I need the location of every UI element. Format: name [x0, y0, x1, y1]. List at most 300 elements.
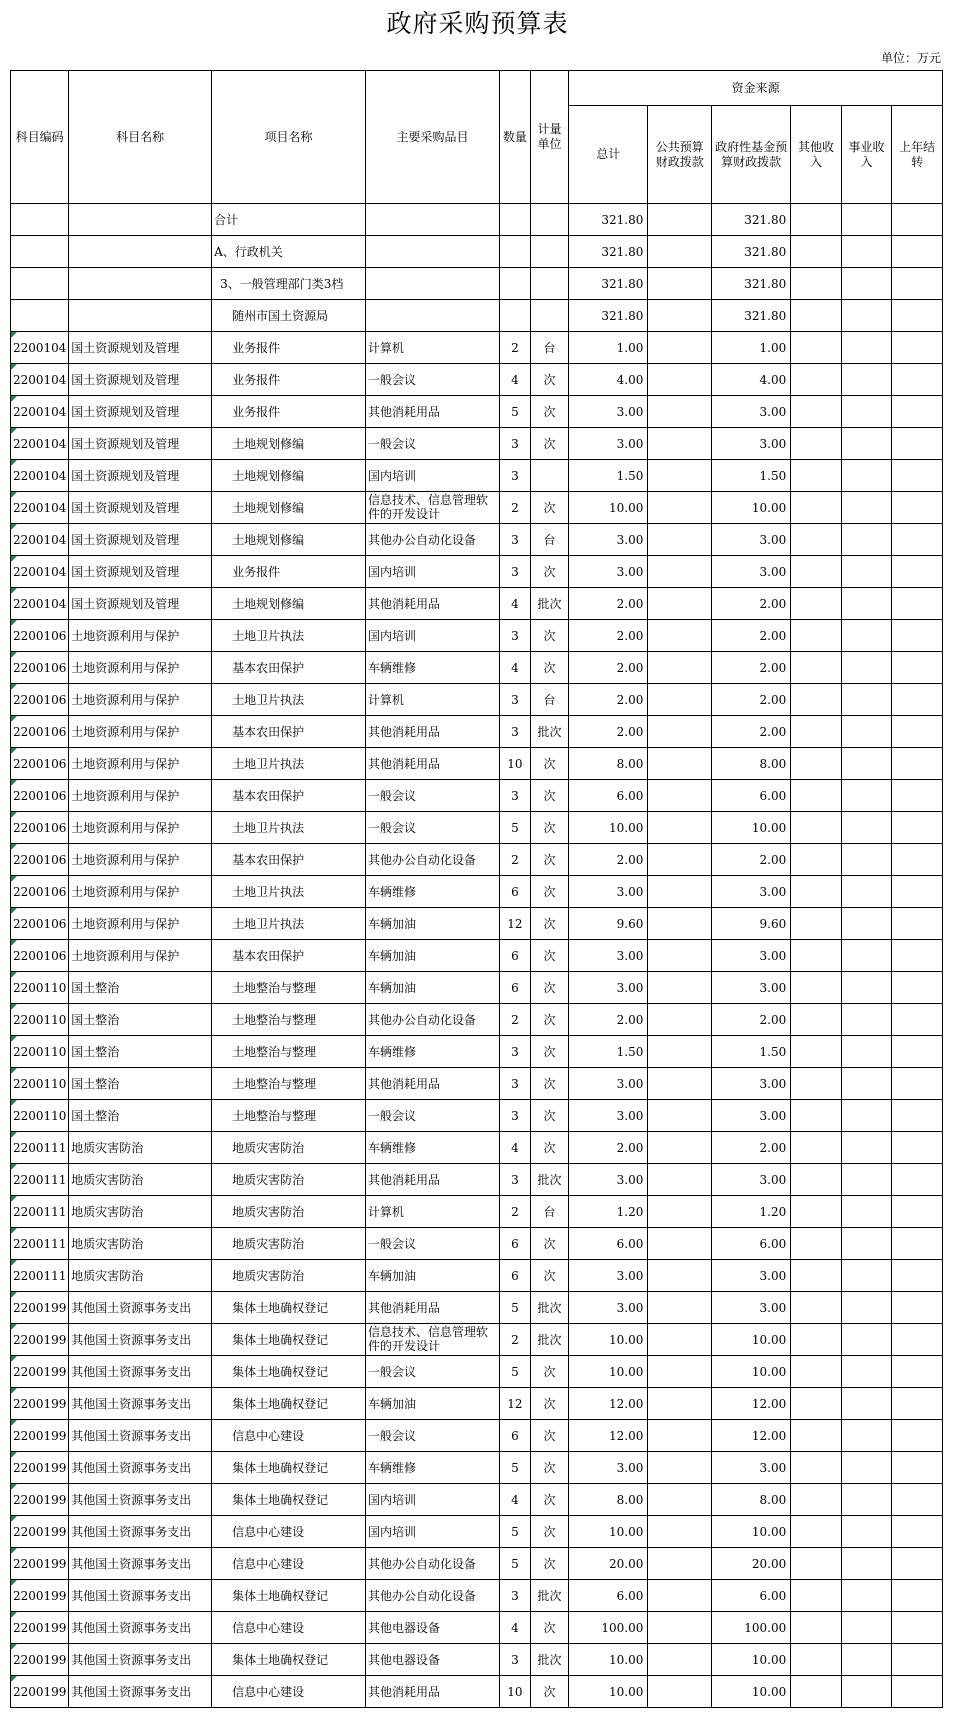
cell-measure [530, 204, 568, 236]
table-row [11, 1036, 943, 1068]
cell-subject: 地质灾害防治 [69, 1132, 212, 1164]
cell-code: 2200199 [11, 1516, 69, 1548]
cell-code: 2200110 [11, 972, 69, 1004]
cell-code: 2200104 [11, 364, 69, 396]
cell-measure: 批次 [530, 1644, 568, 1676]
cell-subject: 国土资源规划及管理 [69, 364, 212, 396]
cell-public [648, 748, 712, 780]
cell-subject: 其他国土资源事务支出 [69, 1420, 212, 1452]
cell-other [791, 1484, 842, 1516]
cell-code: 2200106 [11, 684, 69, 716]
cell-subject: 其他国土资源事务支出 [69, 1388, 212, 1420]
cell-code [11, 300, 69, 332]
cell-measure: 次 [530, 876, 568, 908]
cell-carryover [892, 1228, 943, 1260]
cell-carryover [892, 1548, 943, 1580]
cell-public [648, 1004, 712, 1036]
cell-other [791, 1100, 842, 1132]
cell-item: 计算机 [365, 332, 499, 364]
cell-code: 2200199 [11, 1292, 69, 1324]
cell-item: 其他办公自动化设备 [365, 1004, 499, 1036]
cell-subject: 国土整治 [69, 1100, 212, 1132]
cell-measure: 次 [530, 1100, 568, 1132]
cell-total: 3.00 [569, 1100, 648, 1132]
cell-qty: 6 [500, 940, 531, 972]
summary-row [11, 204, 943, 236]
cell-code: 2200110 [11, 1036, 69, 1068]
cell-qty: 3 [500, 780, 531, 812]
cell-other [791, 844, 842, 876]
cell-gov-fund: 321.80 [712, 268, 791, 300]
cell-item: 其他办公自动化设备 [365, 844, 499, 876]
cell-other [791, 428, 842, 460]
cell-qty: 5 [500, 1548, 531, 1580]
cell-business [841, 812, 892, 844]
cell-other [791, 1196, 842, 1228]
cell-gov-fund: 3.00 [712, 428, 791, 460]
cell-business [841, 908, 892, 940]
cell-total: 8.00 [569, 748, 648, 780]
cell-total: 3.00 [569, 396, 648, 428]
summary-label: 合计 [212, 204, 366, 236]
cell-measure: 次 [530, 1388, 568, 1420]
cell-subject: 国土资源规划及管理 [69, 588, 212, 620]
cell-public [648, 940, 712, 972]
cell-total: 321.80 [569, 300, 648, 332]
cell-project: 地质灾害防治 [212, 1132, 366, 1164]
cell-public [648, 268, 712, 300]
cell-total: 10.00 [569, 1644, 648, 1676]
cell-public [648, 812, 712, 844]
cell-other [791, 1612, 842, 1644]
cell-item: 其他电器设备 [365, 1612, 499, 1644]
cell-public [648, 876, 712, 908]
cell-item: 车辆维修 [365, 1132, 499, 1164]
cell-measure [530, 236, 568, 268]
cell-subject: 土地资源利用与保护 [69, 748, 212, 780]
cell-gov-fund: 8.00 [712, 748, 791, 780]
cell-measure: 台 [530, 332, 568, 364]
cell-item: 国内培训 [365, 1484, 499, 1516]
cell-gov-fund: 1.20 [712, 1196, 791, 1228]
cell-carryover [892, 1356, 943, 1388]
cell-project: 土地整治与整理 [212, 972, 366, 1004]
cell-public [648, 620, 712, 652]
cell-carryover [892, 588, 943, 620]
cell-code: 2200110 [11, 1100, 69, 1132]
cell-measure: 次 [530, 812, 568, 844]
cell-public [648, 364, 712, 396]
cell-qty: 3 [500, 684, 531, 716]
cell-measure: 台 [530, 684, 568, 716]
table-row [11, 428, 943, 460]
cell-subject: 其他国土资源事务支出 [69, 1292, 212, 1324]
cell-project: 信息中心建设 [212, 1548, 366, 1580]
cell-carryover [892, 492, 943, 524]
cell-business [841, 844, 892, 876]
cell-total: 2.00 [569, 716, 648, 748]
summary-label: A、行政机关 [212, 236, 366, 268]
cell-measure: 次 [530, 1548, 568, 1580]
cell-item: 一般会议 [365, 1228, 499, 1260]
cell-code: 2200199 [11, 1452, 69, 1484]
cell-qty: 4 [500, 1484, 531, 1516]
table-row [11, 1420, 943, 1452]
cell-total: 321.80 [569, 236, 648, 268]
cell-business [841, 1228, 892, 1260]
cell-code: 2200110 [11, 1068, 69, 1100]
cell-item [365, 300, 499, 332]
cell-total: 10.00 [569, 1324, 648, 1356]
table-row [11, 556, 943, 588]
cell-measure: 批次 [530, 1292, 568, 1324]
cell-gov-fund: 20.00 [712, 1548, 791, 1580]
cell-item: 一般会议 [365, 812, 499, 844]
table-row [11, 1388, 943, 1420]
cell-gov-fund: 321.80 [712, 204, 791, 236]
cell-measure: 次 [530, 748, 568, 780]
cell-item: 国内培训 [365, 1516, 499, 1548]
cell-business [841, 1676, 892, 1708]
cell-other [791, 556, 842, 588]
cell-carryover [892, 1100, 943, 1132]
cell-qty: 2 [500, 844, 531, 876]
cell-carryover [892, 1580, 943, 1612]
cell-other [791, 1068, 842, 1100]
cell-total: 3.00 [569, 876, 648, 908]
cell-qty: 6 [500, 1420, 531, 1452]
cell-public [648, 1452, 712, 1484]
cell-other [791, 300, 842, 332]
cell-other [791, 780, 842, 812]
cell-project: 土地卫片执法 [212, 908, 366, 940]
cell-other [791, 1548, 842, 1580]
cell-other [791, 812, 842, 844]
cell-other [791, 1452, 842, 1484]
cell-carryover [892, 1676, 943, 1708]
cell-total: 3.00 [569, 428, 648, 460]
cell-other [791, 652, 842, 684]
cell-qty: 2 [500, 1196, 531, 1228]
cell-code: 2200106 [11, 844, 69, 876]
cell-carryover [892, 1388, 943, 1420]
cell-gov-fund: 10.00 [712, 1324, 791, 1356]
cell-gov-fund: 10.00 [712, 1356, 791, 1388]
cell-measure: 次 [530, 1612, 568, 1644]
cell-public [648, 204, 712, 236]
cell-public [648, 1644, 712, 1676]
cell-project: 土地整治与整理 [212, 1036, 366, 1068]
cell-public [648, 1068, 712, 1100]
cell-project: 基本农田保护 [212, 780, 366, 812]
cell-gov-fund: 3.00 [712, 396, 791, 428]
cell-business [841, 1260, 892, 1292]
cell-total: 2.00 [569, 652, 648, 684]
cell-carryover [892, 1164, 943, 1196]
cell-total: 10.00 [569, 1676, 648, 1708]
unit-label: 单位：万元 [880, 51, 941, 65]
cell-measure: 批次 [530, 1580, 568, 1612]
cell-other [791, 716, 842, 748]
cell-qty: 3 [500, 1100, 531, 1132]
cell-carryover [892, 1068, 943, 1100]
cell-gov-fund: 10.00 [712, 1676, 791, 1708]
cell-gov-fund: 3.00 [712, 1164, 791, 1196]
cell-code: 2200199 [11, 1356, 69, 1388]
cell-project: 集体土地确权登记 [212, 1580, 366, 1612]
cell-code: 2200110 [11, 1004, 69, 1036]
cell-public [648, 1260, 712, 1292]
cell-business [841, 588, 892, 620]
table-row [11, 844, 943, 876]
cell-subject: 国土资源规划及管理 [69, 524, 212, 556]
cell-total: 9.60 [569, 908, 648, 940]
header-other: 其他收入 [791, 106, 842, 204]
cell-total: 1.00 [569, 332, 648, 364]
cell-project: 土地规划修编 [212, 588, 366, 620]
cell-business [841, 1356, 892, 1388]
table-row [11, 1100, 943, 1132]
cell-subject: 其他国土资源事务支出 [69, 1356, 212, 1388]
cell-business [841, 236, 892, 268]
cell-project: 信息中心建设 [212, 1612, 366, 1644]
cell-subject: 国土资源规划及管理 [69, 492, 212, 524]
cell-item: 其他电器设备 [365, 1644, 499, 1676]
cell-public [648, 1420, 712, 1452]
cell-other [791, 1260, 842, 1292]
table-row [11, 1068, 943, 1100]
cell-project: 地质灾害防治 [212, 1228, 366, 1260]
cell-gov-fund: 6.00 [712, 1228, 791, 1260]
cell-gov-fund: 2.00 [712, 652, 791, 684]
cell-item: 计算机 [365, 684, 499, 716]
cell-qty [500, 204, 531, 236]
cell-public [648, 844, 712, 876]
header-project: 项目名称 [212, 71, 366, 204]
cell-public [648, 1388, 712, 1420]
cell-other [791, 1164, 842, 1196]
cell-qty: 3 [500, 620, 531, 652]
cell-gov-fund: 1.50 [712, 460, 791, 492]
cell-subject: 国土整治 [69, 1036, 212, 1068]
cell-code [11, 236, 69, 268]
cell-item: 国内培训 [365, 556, 499, 588]
cell-project: 地质灾害防治 [212, 1164, 366, 1196]
cell-measure: 次 [530, 556, 568, 588]
cell-item: 车辆加油 [365, 940, 499, 972]
cell-public [648, 972, 712, 1004]
cell-total: 2.00 [569, 684, 648, 716]
cell-carryover [892, 396, 943, 428]
cell-code: 2200199 [11, 1484, 69, 1516]
cell-subject: 其他国土资源事务支出 [69, 1644, 212, 1676]
cell-carryover [892, 1004, 943, 1036]
cell-public [648, 524, 712, 556]
cell-measure: 台 [530, 524, 568, 556]
table-row [11, 1324, 943, 1356]
cell-item: 信息技术、信息管理软件的开发设计 [365, 492, 499, 524]
cell-public [648, 1612, 712, 1644]
cell-business [841, 684, 892, 716]
cell-project: 信息中心建设 [212, 1676, 366, 1708]
cell-public [648, 1100, 712, 1132]
cell-total: 6.00 [569, 1580, 648, 1612]
cell-carryover [892, 300, 943, 332]
cell-code: 2200104 [11, 396, 69, 428]
cell-code: 2200104 [11, 588, 69, 620]
cell-business [841, 556, 892, 588]
cell-total: 3.00 [569, 556, 648, 588]
table-row [11, 940, 943, 972]
cell-measure: 次 [530, 1516, 568, 1548]
cell-item [365, 268, 499, 300]
cell-total: 1.50 [569, 1036, 648, 1068]
cell-code: 2200111 [11, 1260, 69, 1292]
cell-other [791, 748, 842, 780]
table-row [11, 908, 943, 940]
table-row [11, 364, 943, 396]
cell-gov-fund: 321.80 [712, 236, 791, 268]
cell-subject: 土地资源利用与保护 [69, 716, 212, 748]
cell-carryover [892, 524, 943, 556]
cell-item: 其他消耗用品 [365, 748, 499, 780]
cell-business [841, 1580, 892, 1612]
cell-business [841, 620, 892, 652]
cell-item: 一般会议 [365, 1100, 499, 1132]
cell-code: 2200104 [11, 492, 69, 524]
cell-qty: 2 [500, 1324, 531, 1356]
cell-subject: 土地资源利用与保护 [69, 652, 212, 684]
cell-item: 其他消耗用品 [365, 1068, 499, 1100]
cell-total: 12.00 [569, 1388, 648, 1420]
cell-total: 4.00 [569, 364, 648, 396]
cell-project: 业务报件 [212, 556, 366, 588]
cell-carryover [892, 1484, 943, 1516]
cell-public [648, 1036, 712, 1068]
cell-measure: 次 [530, 492, 568, 524]
cell-public [648, 1164, 712, 1196]
cell-public [648, 300, 712, 332]
cell-subject: 土地资源利用与保护 [69, 780, 212, 812]
cell-project: 土地规划修编 [212, 492, 366, 524]
table-row [11, 652, 943, 684]
cell-business [841, 972, 892, 1004]
cell-business [841, 1644, 892, 1676]
cell-project: 基本农田保护 [212, 652, 366, 684]
cell-measure: 批次 [530, 1164, 568, 1196]
header-total: 总计 [569, 106, 648, 204]
cell-carryover [892, 332, 943, 364]
cell-subject: 其他国土资源事务支出 [69, 1484, 212, 1516]
cell-measure: 次 [530, 1676, 568, 1708]
cell-total: 10.00 [569, 492, 648, 524]
cell-item: 计算机 [365, 1196, 499, 1228]
cell-item: 一般会议 [365, 1420, 499, 1452]
summary-label: 随州市国土资源局 [212, 300, 366, 332]
table-row [11, 748, 943, 780]
cell-item [365, 236, 499, 268]
cell-item: 其他消耗用品 [365, 396, 499, 428]
cell-other [791, 908, 842, 940]
cell-business [841, 396, 892, 428]
cell-item: 其他消耗用品 [365, 1292, 499, 1324]
cell-qty: 4 [500, 1132, 531, 1164]
cell-measure: 次 [530, 364, 568, 396]
cell-carryover [892, 972, 943, 1004]
cell-measure: 次 [530, 1068, 568, 1100]
cell-item: 车辆加油 [365, 908, 499, 940]
cell-business [841, 780, 892, 812]
cell-qty: 2 [500, 332, 531, 364]
cell-other [791, 1004, 842, 1036]
cell-carryover [892, 364, 943, 396]
cell-other [791, 524, 842, 556]
cell-subject: 地质灾害防治 [69, 1164, 212, 1196]
cell-measure: 次 [530, 1228, 568, 1260]
cell-other [791, 396, 842, 428]
cell-measure: 次 [530, 1420, 568, 1452]
cell-carryover [892, 652, 943, 684]
cell-item: 其他办公自动化设备 [365, 1580, 499, 1612]
cell-other [791, 876, 842, 908]
cell-code: 2200106 [11, 716, 69, 748]
cell-qty: 5 [500, 1292, 531, 1324]
table-row [11, 1164, 943, 1196]
cell-total: 6.00 [569, 1228, 648, 1260]
cell-gov-fund: 2.00 [712, 1004, 791, 1036]
cell-project: 土地卫片执法 [212, 812, 366, 844]
cell-project: 基本农田保护 [212, 716, 366, 748]
table-row [11, 1132, 943, 1164]
header-subject: 科目名称 [69, 71, 212, 204]
cell-item [365, 204, 499, 236]
cell-code: 2200106 [11, 908, 69, 940]
cell-code: 2200104 [11, 460, 69, 492]
cell-business [841, 1164, 892, 1196]
cell-business [841, 716, 892, 748]
cell-carryover [892, 1420, 943, 1452]
cell-code: 2200106 [11, 940, 69, 972]
cell-carryover [892, 1324, 943, 1356]
cell-gov-fund: 10.00 [712, 1644, 791, 1676]
cell-measure: 次 [530, 844, 568, 876]
cell-qty: 2 [500, 1004, 531, 1036]
cell-total: 100.00 [569, 1612, 648, 1644]
header-carryover: 上年结转 [892, 106, 943, 204]
cell-carryover [892, 1260, 943, 1292]
cell-qty: 3 [500, 716, 531, 748]
summary-row [11, 236, 943, 268]
cell-carryover [892, 1516, 943, 1548]
cell-business [841, 524, 892, 556]
cell-carryover [892, 1292, 943, 1324]
cell-project: 集体土地确权登记 [212, 1324, 366, 1356]
cell-subject [69, 268, 212, 300]
cell-business [841, 1068, 892, 1100]
header-item: 主要采购品目 [365, 71, 499, 204]
table-body [11, 204, 943, 1708]
cell-project: 地质灾害防治 [212, 1196, 366, 1228]
cell-code: 2200199 [11, 1676, 69, 1708]
cell-business [841, 876, 892, 908]
cell-carryover [892, 204, 943, 236]
cell-item: 一般会议 [365, 1356, 499, 1388]
cell-subject: 其他国土资源事务支出 [69, 1324, 212, 1356]
cell-subject: 国土整治 [69, 1004, 212, 1036]
cell-business [841, 268, 892, 300]
summary-row [11, 300, 943, 332]
cell-measure: 次 [530, 620, 568, 652]
